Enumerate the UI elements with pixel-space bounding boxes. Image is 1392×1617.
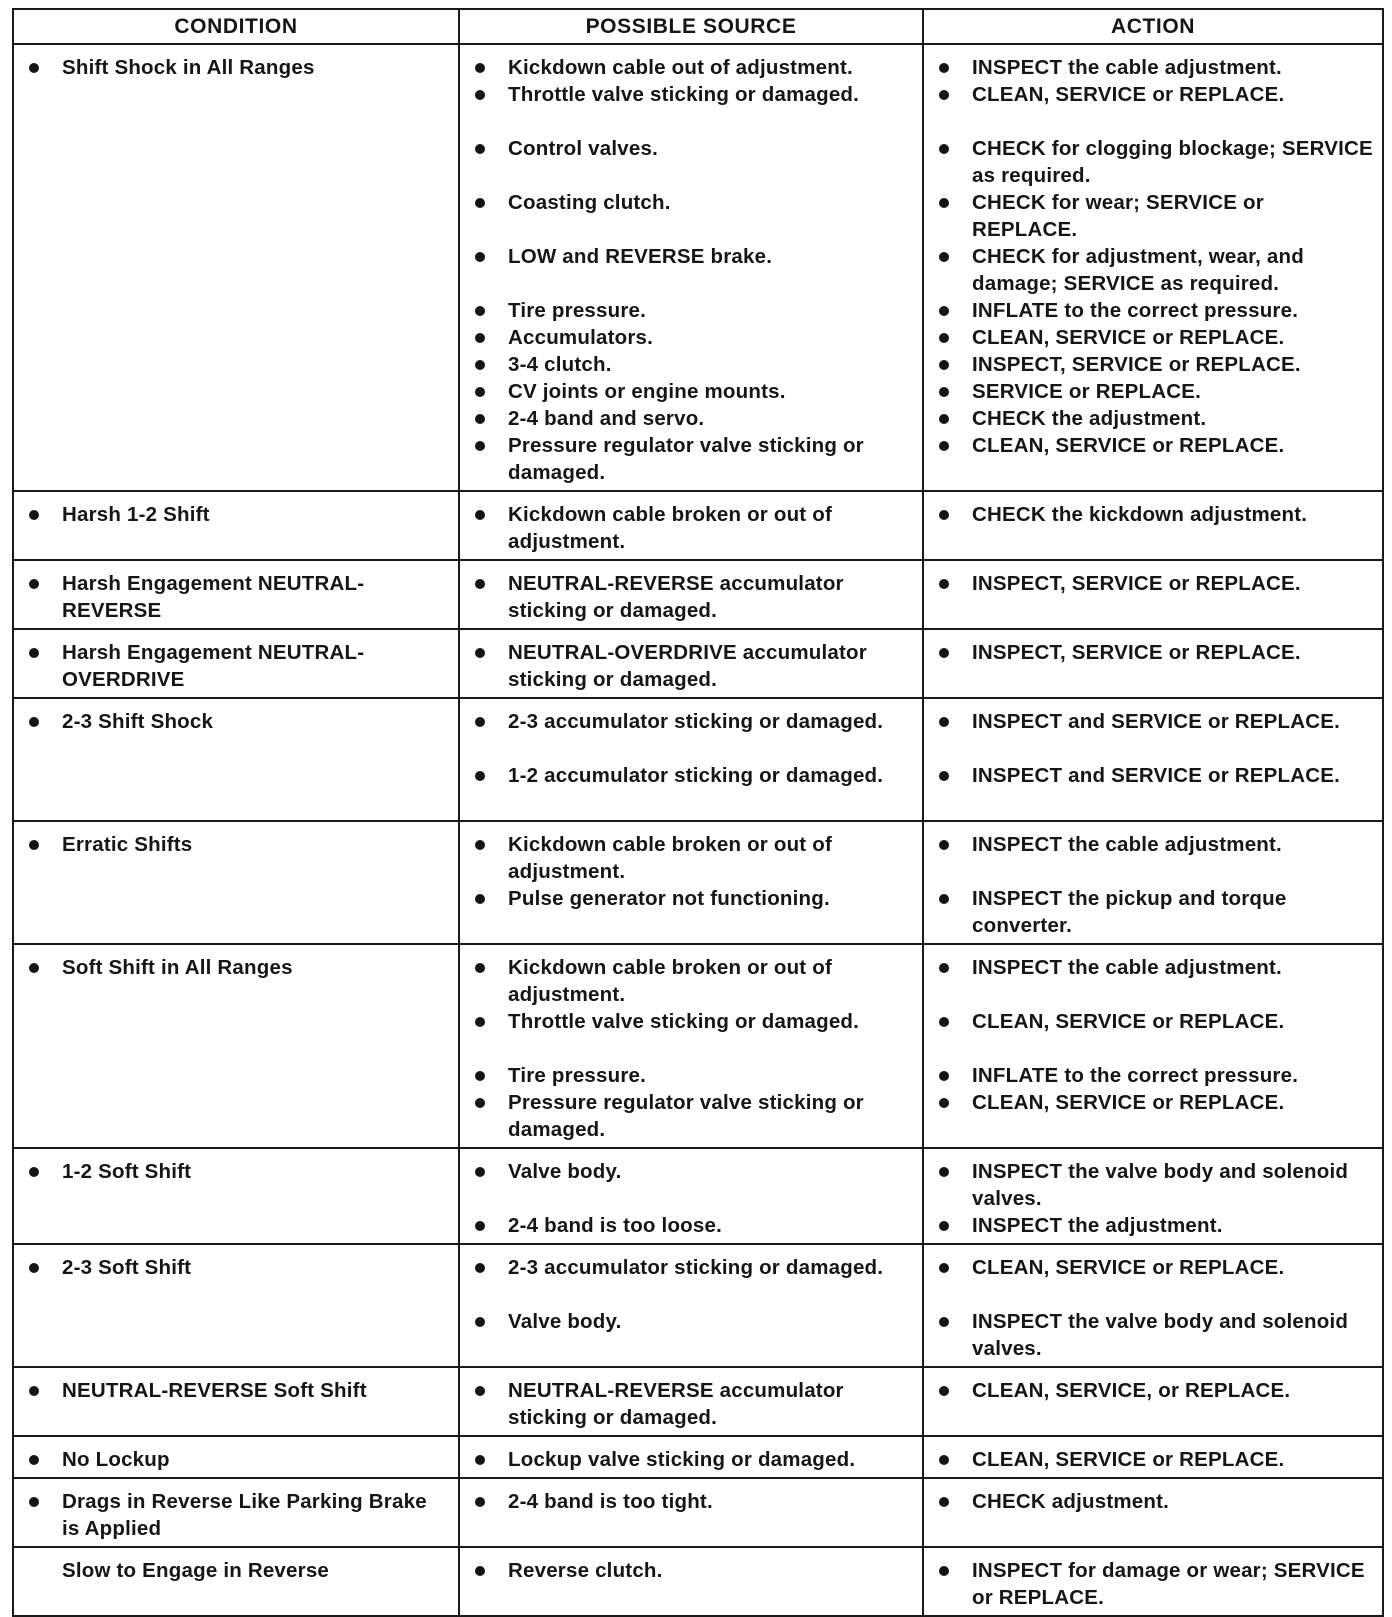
condition-cell xyxy=(13,1244,459,1367)
source-item: Coasting clutch. xyxy=(468,189,914,216)
condition-item: Harsh 1-2 Shift xyxy=(22,501,450,528)
action-item: SERVICE or REPLACE. xyxy=(932,378,1374,405)
action-item: INSPECT the cable adjustment. xyxy=(932,54,1374,81)
table-body xyxy=(13,44,1383,1616)
action-item: INSPECT the valve body and solenoid valves. xyxy=(932,1308,1374,1362)
action-item: CLEAN, SERVICE or REPLACE. xyxy=(932,324,1374,351)
condition-cell xyxy=(13,1148,459,1244)
action-cell xyxy=(923,629,1383,698)
source-cell xyxy=(459,560,923,629)
condition-cell xyxy=(13,1367,459,1436)
action-item: CLEAN, SERVICE or REPLACE. xyxy=(932,1254,1374,1281)
source-item: LOW and REVERSE brake. xyxy=(468,243,914,270)
condition-cell xyxy=(13,491,459,560)
action-cell xyxy=(923,821,1383,944)
source-item: Lockup valve sticking or damaged. xyxy=(468,1446,914,1473)
action-cell xyxy=(923,44,1383,491)
table-row xyxy=(13,1367,1383,1436)
source-item: Valve body. xyxy=(468,1308,914,1335)
action-item: CHECK for adjustment, wear, and damage; SERVICE as required. xyxy=(932,243,1374,297)
source-cell xyxy=(459,1478,923,1547)
condition-cell xyxy=(13,821,459,944)
action-item: CLEAN, SERVICE or REPLACE. xyxy=(932,1446,1374,1473)
action-item: CLEAN, SERVICE or REPLACE. xyxy=(932,1089,1374,1116)
source-item: Kickdown cable broken or out of adjustment. xyxy=(468,501,914,555)
condition-item: 2-3 Soft Shift xyxy=(22,1254,450,1281)
header-possible-source: POSSIBLE SOURCE xyxy=(459,9,923,44)
source-item: 2-3 accumulator sticking or damaged. xyxy=(468,708,914,762)
action-cell xyxy=(923,560,1383,629)
source-cell xyxy=(459,629,923,698)
action-cell xyxy=(923,1367,1383,1436)
condition-item: No Lockup xyxy=(22,1446,450,1473)
action-item: CHECK the adjustment. xyxy=(932,405,1374,432)
action-item: INFLATE to the correct pressure. xyxy=(932,1062,1374,1089)
action-item: CHECK for wear; SERVICE or REPLACE. xyxy=(932,189,1374,243)
table-row xyxy=(13,1244,1383,1367)
source-cell xyxy=(459,1244,923,1367)
header-condition: CONDITION xyxy=(13,9,459,44)
source-cell xyxy=(459,1148,923,1244)
action-item: INSPECT, SERVICE or REPLACE. xyxy=(932,570,1374,597)
table-row xyxy=(13,629,1383,698)
source-item: Pressure regulator valve sticking or damaged. xyxy=(468,432,914,486)
source-item: 2-4 band and servo. xyxy=(468,405,914,432)
action-item: CLEAN, SERVICE or REPLACE. xyxy=(932,1008,1374,1035)
source-cell xyxy=(459,44,923,491)
source-cell xyxy=(459,1367,923,1436)
action-item: INSPECT, SERVICE or REPLACE. xyxy=(932,639,1374,666)
action-cell xyxy=(923,1244,1383,1367)
source-item: 2-3 accumulator sticking or damaged. xyxy=(468,1254,914,1308)
source-item: Pulse generator not functioning. xyxy=(468,885,914,912)
source-item: NEUTRAL-REVERSE accumulator sticking or damaged. xyxy=(468,570,914,624)
source-item: Kickdown cable out of adjustment. xyxy=(468,54,914,81)
action-item: INSPECT the cable adjustment. xyxy=(932,831,1374,858)
table-row xyxy=(13,44,1383,491)
action-item: INSPECT the valve body and solenoid valves. xyxy=(932,1158,1374,1212)
condition-item: 2-3 Shift Shock xyxy=(22,708,450,735)
condition-item: Shift Shock in All Ranges xyxy=(22,54,450,81)
source-item: Kickdown cable broken or out of adjustment. xyxy=(468,831,914,885)
condition-item: Harsh Engagement NEUTRAL-REVERSE xyxy=(22,570,450,624)
action-cell xyxy=(923,1436,1383,1478)
action-item: CHECK the kickdown adjustment. xyxy=(932,501,1374,528)
source-item: Tire pressure. xyxy=(468,297,914,324)
action-item: INSPECT and SERVICE or REPLACE. xyxy=(932,762,1374,816)
table-header xyxy=(13,9,1383,44)
troubleshooting-table xyxy=(12,8,1384,1617)
source-cell xyxy=(459,1436,923,1478)
condition-cell xyxy=(13,560,459,629)
action-item: CHECK adjustment. xyxy=(932,1488,1374,1515)
table-row xyxy=(13,821,1383,944)
action-item: INSPECT the adjustment. xyxy=(932,1212,1374,1239)
condition-item: Slow to Engage in Reverse xyxy=(62,1559,330,1582)
source-cell xyxy=(459,944,923,1148)
source-item: CV joints or engine mounts. xyxy=(468,378,914,405)
source-item: 2-4 band is too loose. xyxy=(468,1212,914,1239)
action-cell xyxy=(923,1478,1383,1547)
source-cell xyxy=(459,698,923,821)
action-item: INSPECT and SERVICE or REPLACE. xyxy=(932,708,1374,762)
action-item: INSPECT for damage or wear; SERVICE or REPLACE. xyxy=(932,1557,1374,1611)
source-item: Tire pressure. xyxy=(468,1062,914,1089)
table-row xyxy=(13,491,1383,560)
condition-item: 1-2 Soft Shift xyxy=(22,1158,450,1185)
table-row xyxy=(13,1436,1383,1478)
source-cell xyxy=(459,821,923,944)
header-action: ACTION xyxy=(923,9,1383,44)
action-item: CLEAN, SERVICE, or REPLACE. xyxy=(932,1377,1374,1404)
action-cell xyxy=(923,698,1383,821)
action-cell xyxy=(923,491,1383,560)
condition-cell xyxy=(13,629,459,698)
action-item: INSPECT the pickup and torque converter. xyxy=(932,885,1374,939)
action-item: INSPECT, SERVICE or REPLACE. xyxy=(932,351,1374,378)
source-item: Valve body. xyxy=(468,1158,914,1185)
condition-item: Erratic Shifts xyxy=(22,831,450,858)
action-cell xyxy=(923,944,1383,1148)
condition-item: Drags in Reverse Like Parking Brake is Applied xyxy=(22,1488,450,1542)
condition-cell xyxy=(13,1436,459,1478)
action-item: INSPECT the cable adjustment. xyxy=(932,954,1374,981)
condition-cell xyxy=(13,44,459,491)
action-item: CLEAN, SERVICE or REPLACE. xyxy=(932,432,1374,459)
action-item: CLEAN, SERVICE or REPLACE. xyxy=(932,81,1374,108)
action-cell xyxy=(923,1148,1383,1244)
action-item: INFLATE to the correct pressure. xyxy=(932,297,1374,324)
condition-cell xyxy=(13,698,459,821)
table-row xyxy=(13,698,1383,821)
source-item: NEUTRAL-REVERSE accumulator sticking or damaged. xyxy=(468,1377,914,1431)
source-item: Throttle valve sticking or damaged. xyxy=(468,1008,914,1062)
condition-item: Harsh Engagement NEUTRAL-OVERDRIVE xyxy=(22,639,450,693)
condition-item: NEUTRAL-REVERSE Soft Shift xyxy=(22,1377,450,1404)
table-row xyxy=(13,944,1383,1148)
source-item: Control valves. xyxy=(468,135,914,162)
source-item: Kickdown cable broken or out of adjustment. xyxy=(468,954,914,1008)
source-item: Pressure regulator valve sticking or damaged. xyxy=(468,1089,914,1143)
header-row xyxy=(13,9,1383,44)
action-item: CHECK for clogging blockage; SERVICE as required. xyxy=(932,135,1374,189)
table-row xyxy=(13,1478,1383,1547)
source-item: Throttle valve sticking or damaged. xyxy=(468,81,914,135)
table-row xyxy=(13,1148,1383,1244)
source-item: NEUTRAL-OVERDRIVE accumulator sticking or damaged. xyxy=(468,639,914,693)
source-item: 2-4 band is too tight. xyxy=(468,1488,914,1515)
condition-cell xyxy=(13,1478,459,1547)
condition-cell xyxy=(13,944,459,1148)
source-cell xyxy=(459,491,923,560)
source-item: 3-4 clutch. xyxy=(468,351,914,378)
table-row xyxy=(13,560,1383,629)
source-item: Reverse clutch. xyxy=(468,1557,914,1584)
source-item: Accumulators. xyxy=(468,324,914,351)
source-item: 1-2 accumulator sticking or damaged. xyxy=(468,762,914,816)
condition-item: Soft Shift in All Ranges xyxy=(22,954,450,981)
